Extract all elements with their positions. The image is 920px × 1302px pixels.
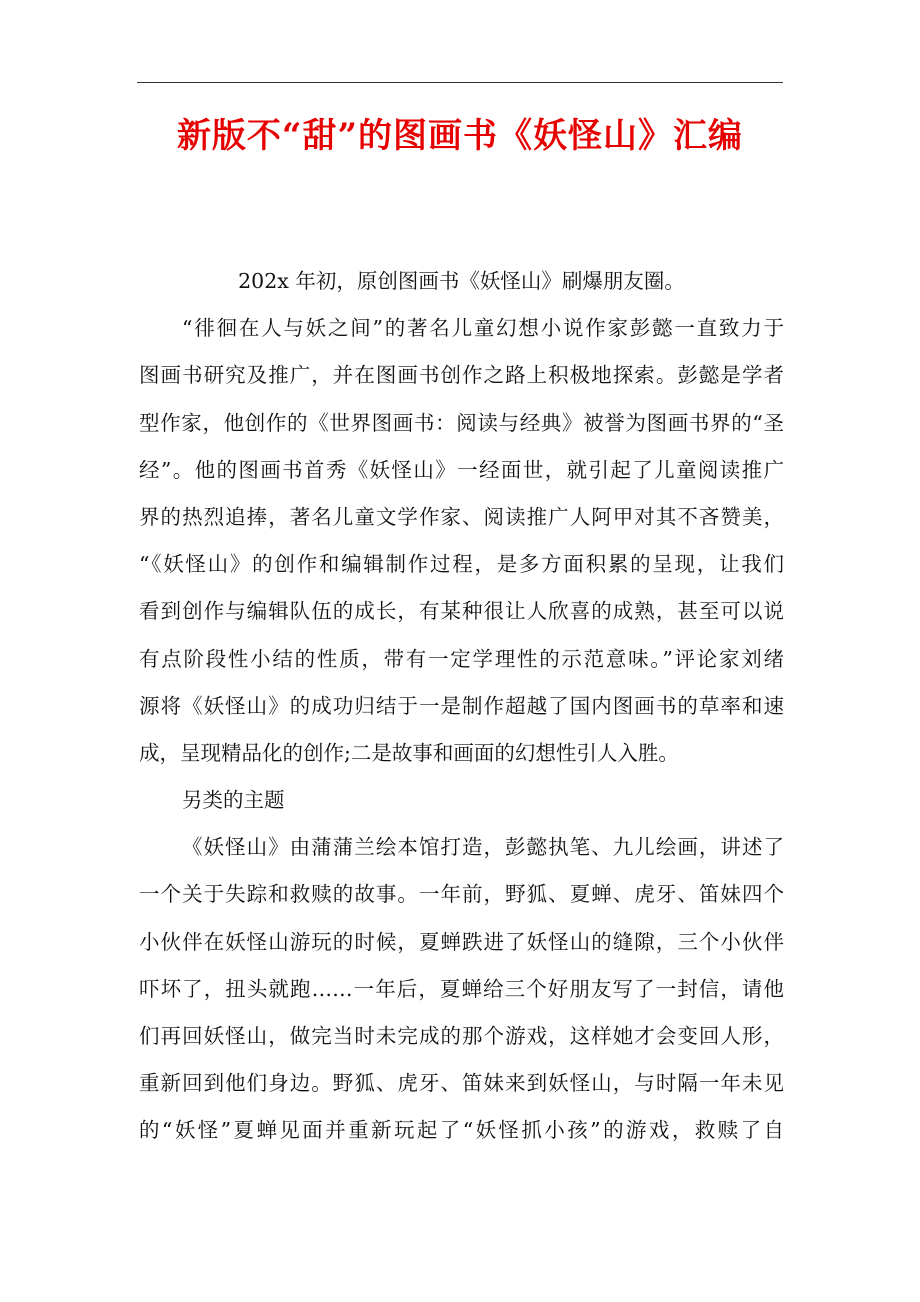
text-line: 们再回妖怪山，做完当时未完成的那个游戏，这样她才会变回人形， [139, 1024, 784, 1048]
document-body [139, 262, 784, 1159]
text-line-centered: 202x 年初，原创图画书《妖怪山》刷爆朋友圈。 [238, 269, 685, 293]
text-line: 有点阶段性小结的性质，带有一定学理性的示范意味。”评论家刘绪 [139, 646, 784, 671]
text-line-paragraph-end: 成，呈现精品化的创作;二是故事和画面的幻想性引人入胜。 [139, 740, 679, 765]
text-line: “徘徊在人与妖之间”的著名儿童幻想小说作家彭懿一直致力于 [182, 316, 784, 341]
text-line: 源将《妖怪山》的成功归结于一是制作超越了国内图画书的草率和速 [139, 693, 784, 718]
section-heading: 另类的主题 [182, 788, 285, 813]
text-line: 看到创作与编辑队伍的成长，有某种很让人欣喜的成熟，甚至可以说 [139, 599, 784, 624]
text-line: 界的热烈追捧，著名儿童文学作家、阅读推广人阿甲对其不吝赞美， [139, 504, 784, 529]
text-line: 型作家，他创作的《世界图画书：阅读与经典》被誉为图画书界的“圣 [139, 410, 784, 435]
text-line: 吓坏了，扭头就跑……一年后，夏蝉给三个好朋友写了一封信，请他 [139, 976, 784, 1001]
text-line: 图画书研究及推广，并在图画书创作之路上积极地探索。彭懿是学者 [139, 363, 784, 388]
header-rule [137, 82, 783, 83]
document-title: 新版不“甜”的图画书《妖怪山》汇编 [176, 116, 744, 156]
text-line: 重新回到他们身边。野狐、虎牙、笛妹来到妖怪山，与时隔一年未见 [139, 1071, 784, 1096]
text-line: “《妖怪山》的创作和编辑制作过程，是多方面积累的呈现，让我们 [139, 552, 784, 577]
text-line: 经”。他的图画书首秀《妖怪山》一经面世，就引起了儿童阅读推广 [139, 457, 784, 482]
text-line: 一个关于失踪和救赎的故事。一年前，野狐、夏蝉、虎牙、笛妹四个 [139, 882, 784, 907]
text-line: 《妖怪山》由蒲蒲兰绘本馆打造，彭懿执笔、九儿绘画，讲述了 [182, 835, 784, 860]
text-line: 的“妖怪”夏蝉见面并重新玩起了“妖怪抓小孩”的游戏，救赎了自 [139, 1118, 784, 1143]
text-line: 小伙伴在妖怪山游玩的时候，夏蝉跌进了妖怪山的缝隙，三个小伙伴 [139, 929, 784, 954]
